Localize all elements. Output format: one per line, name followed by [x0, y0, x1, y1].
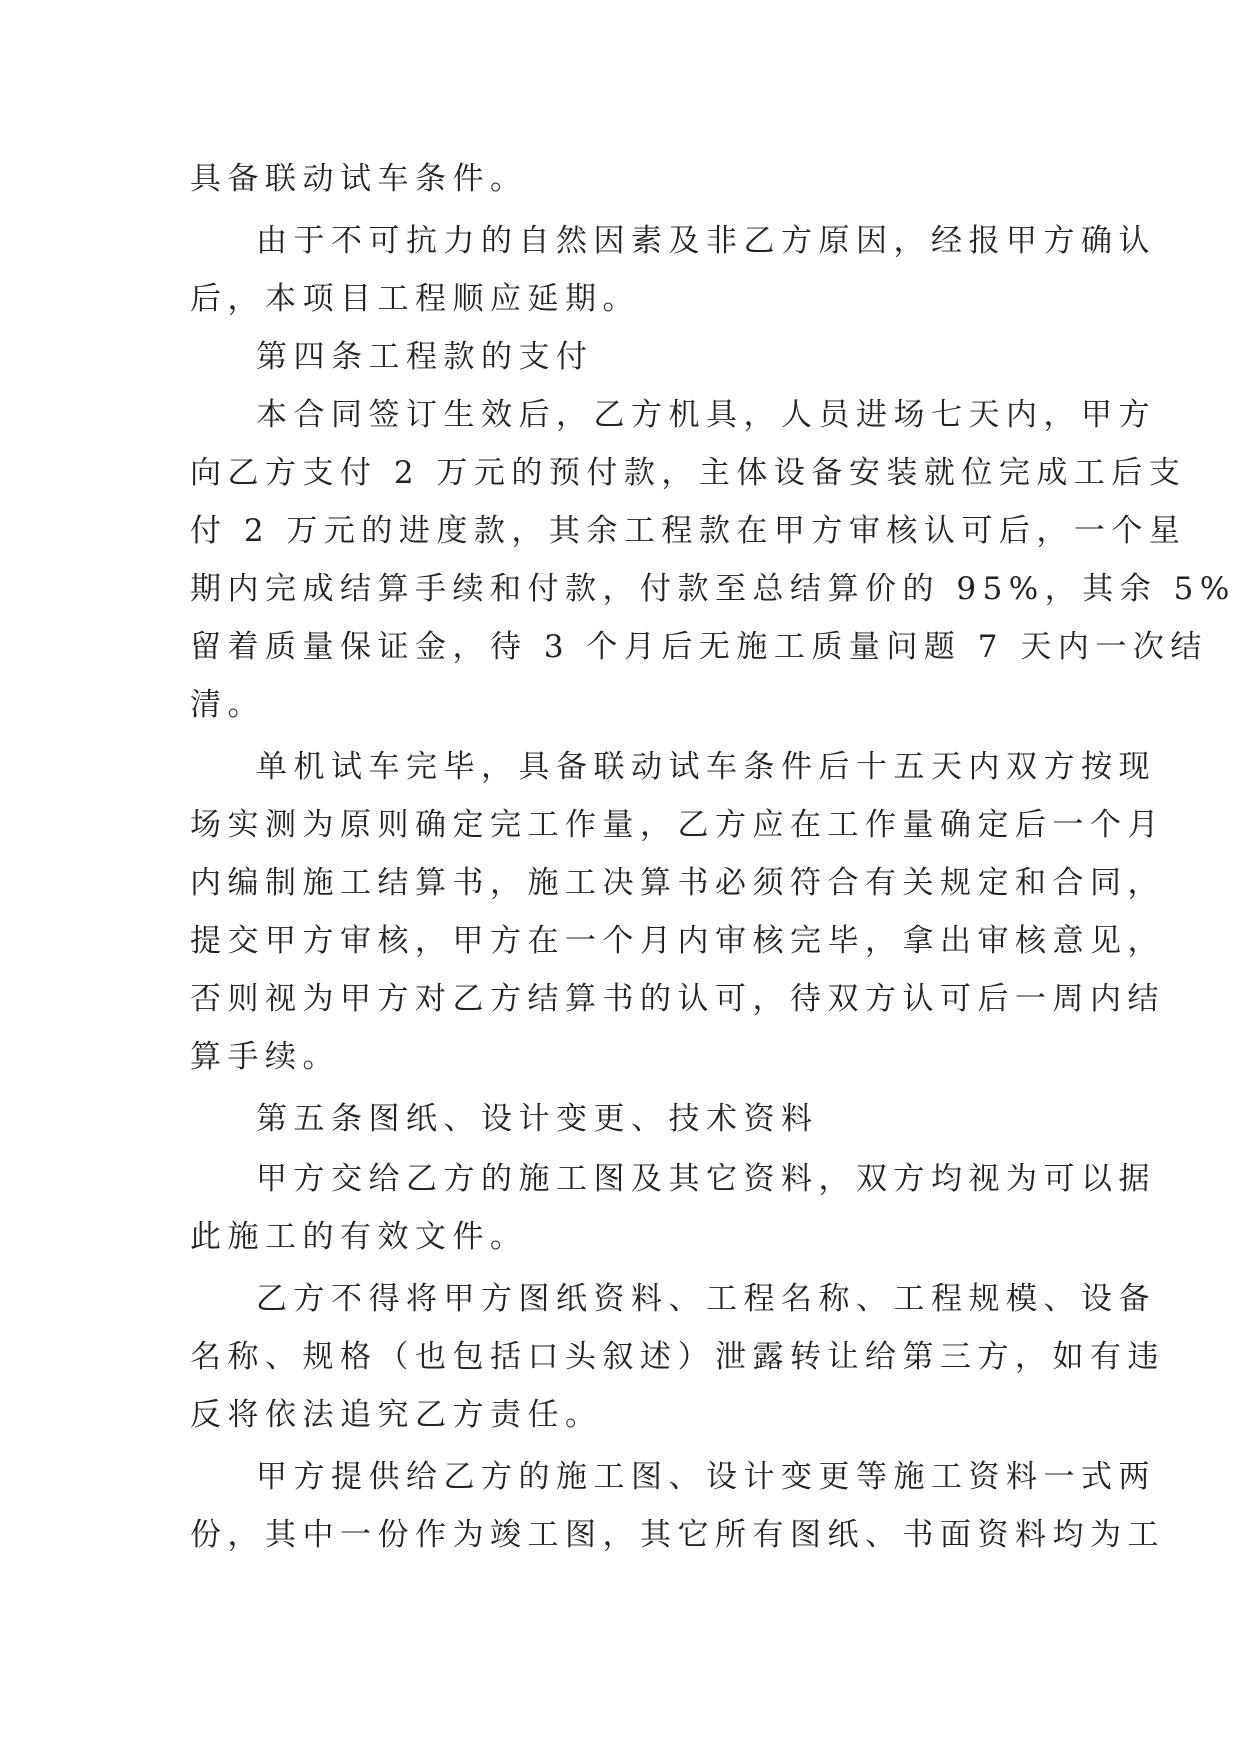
- text-line: 提交甲方审核，甲方在一个月内审核完毕，拿出审核意见，: [190, 923, 1165, 959]
- text-line: 名称、规格（也包括口头叙述）泄露转让给第三方，如有违: [190, 1339, 1165, 1375]
- text-line: 反将依法追究乙方责任。: [190, 1397, 603, 1433]
- text-line: 期内完成结算手续和付款，付款至总结算价的 95%，其余 5%: [190, 571, 1236, 607]
- text-line: 单机试车完毕，具备联动试车条件后十五天内双方按现: [256, 749, 1156, 785]
- text-line: 场实测为原则确定完工作量，乙方应在工作量确定后一个月: [190, 807, 1165, 843]
- text-line: 本合同签订生效后，乙方机具，人员进场七天内，甲方: [256, 397, 1156, 433]
- section-heading: 第五条图纸、设计变更、技术资料: [256, 1101, 819, 1137]
- text-line: 具备联动试车条件。: [190, 161, 528, 197]
- text-line: 付 2 万元的进度款，其余工程款在甲方审核认可后，一个星: [190, 513, 1187, 549]
- text-line: 清。: [190, 687, 265, 723]
- text-line: 甲方交给乙方的施工图及其它资料，双方均视为可以据: [256, 1161, 1156, 1197]
- text-line: 乙方不得将甲方图纸资料、工程名称、工程规模、设备: [256, 1281, 1156, 1317]
- section-heading: 第四条工程款的支付: [256, 339, 594, 375]
- text-line: 后，本项目工程顺应延期。: [190, 281, 640, 317]
- text-line: 否则视为甲方对乙方结算书的认可，待双方认可后一周内结: [190, 981, 1165, 1017]
- text-line: 内编制施工结算书，施工决算书必须符合有关规定和合同，: [190, 865, 1165, 901]
- text-line: 此施工的有效文件。: [190, 1219, 528, 1255]
- text-line: 向乙方支付 2 万元的预付款，主体设备安装就位完成工后支: [190, 455, 1187, 491]
- text-line: 份，其中一份作为竣工图，其它所有图纸、书面资料均为工: [190, 1517, 1165, 1553]
- text-line: 留着质量保证金，待 3 个月后无施工质量问题 7 天内一次结: [190, 629, 1208, 665]
- text-line: 由于不可抗力的自然因素及非乙方原因，经报甲方确认: [256, 223, 1156, 259]
- text-line: 算手续。: [190, 1039, 340, 1075]
- text-line: 甲方提供给乙方的施工图、设计变更等施工资料一式两: [256, 1459, 1156, 1495]
